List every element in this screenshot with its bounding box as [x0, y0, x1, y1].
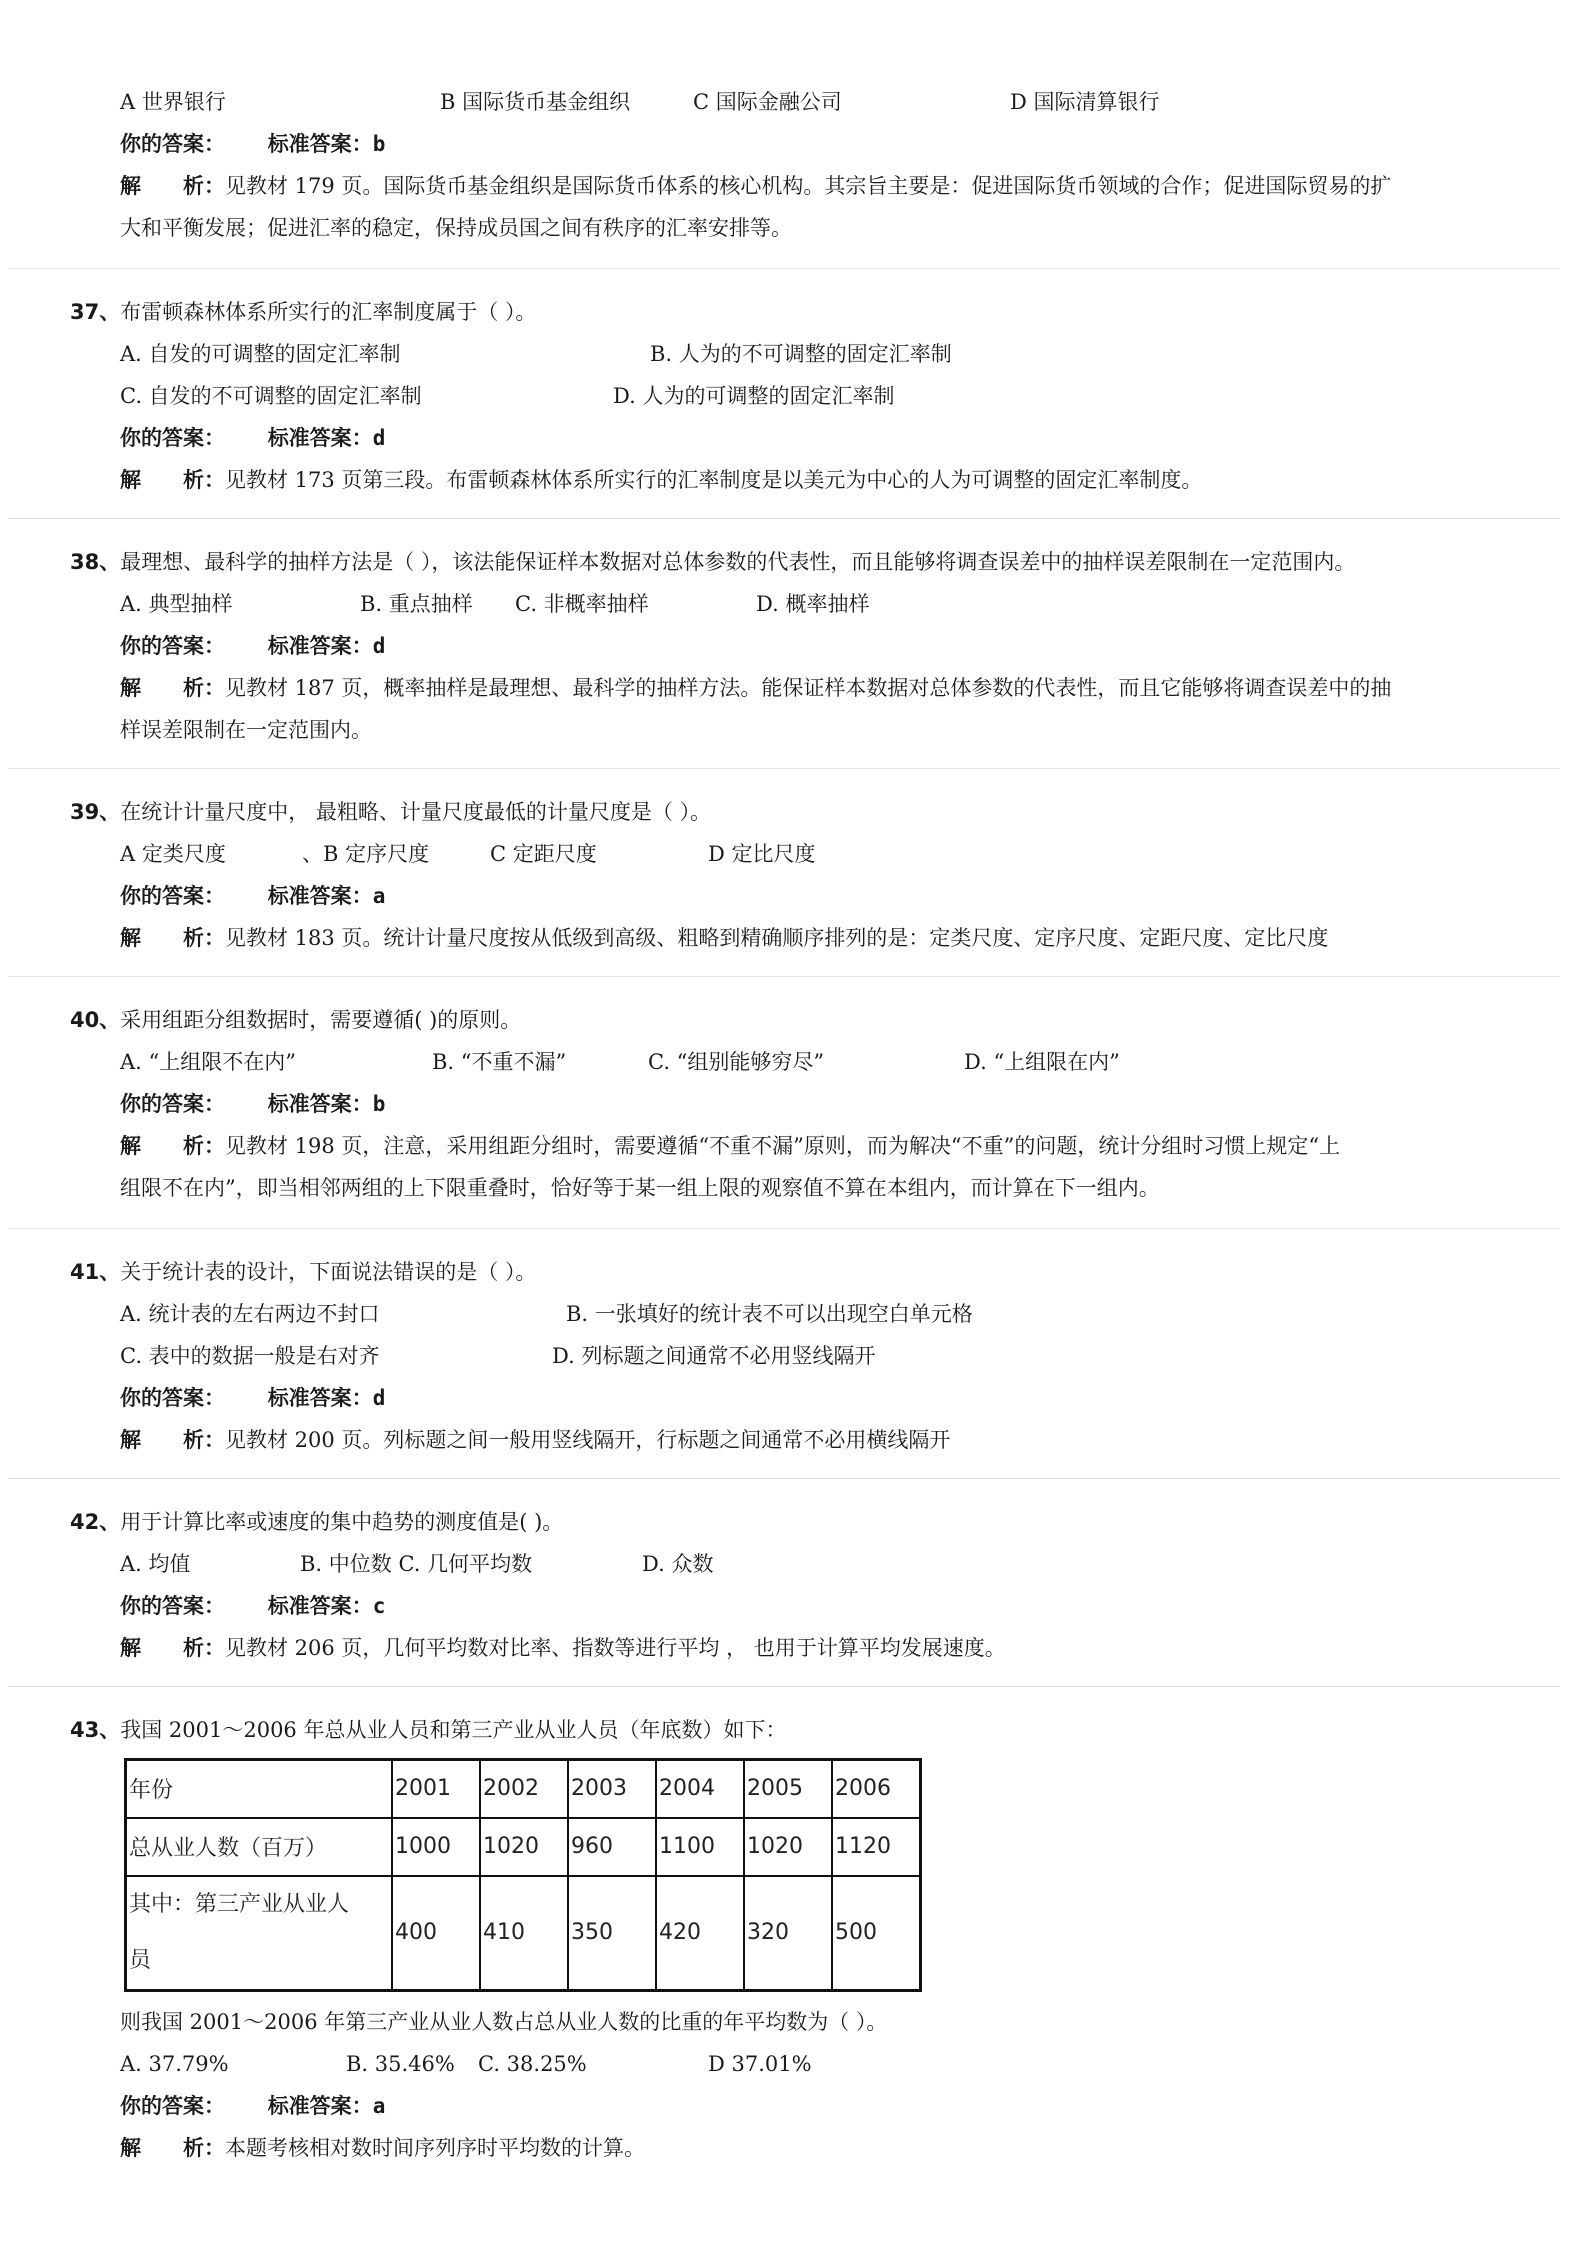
- analysis-label: 解: [120, 926, 141, 950]
- divider: [8, 268, 1560, 269]
- analysis-text: 见教材 187 页，概率抽样是最理想、最科学的抽样方法。能保证样本数据对总体参数的代表性，而且它能够将调查误差中的抽: [225, 676, 1392, 700]
- analysis-label: 解: [120, 468, 141, 492]
- standard-answer-label: 标准答案：: [267, 1594, 373, 1618]
- q37-stem: [70, 298, 536, 326]
- table-cell: 410: [480, 1876, 568, 1991]
- q40-analysis: [120, 1132, 1340, 1160]
- table-row: [126, 1876, 921, 1991]
- question-number: 39、: [70, 800, 121, 824]
- analysis-label: 解: [120, 1428, 141, 1452]
- question-number: 37、: [70, 300, 121, 324]
- q38-option-a: A. 典型抽样: [120, 592, 233, 616]
- q43-followup: 则我国 2001～2006 年第三产业从业人数占总从业人数的比重的年平均数为（ ）。: [120, 2010, 888, 2034]
- your-answer-label: 你的答案：: [120, 426, 225, 450]
- q39-option-b: 、B 定序尺度: [302, 842, 430, 866]
- divider: [8, 976, 1560, 977]
- table-cell: 2002: [480, 1760, 568, 1818]
- analysis-text: 见教材 183 页。统计计量尺度按从低级到高级、粗略到精确顺序排列的是：定类尺度、定序尺度、定距尺度、定比尺度: [225, 926, 1329, 950]
- q43-answer-row: [120, 2092, 385, 2120]
- q36-answer-row: [120, 130, 385, 158]
- q38-analysis-cont: 样误差限制在一定范围内。: [120, 718, 372, 742]
- standard-answer-value: a: [372, 884, 386, 908]
- analysis-label-colon: 析：: [183, 1134, 225, 1158]
- q42-option-b: B. 中位数 C. 几何平均数: [300, 1552, 533, 1576]
- q38-answer-row: [120, 632, 385, 660]
- q43-analysis: [120, 2134, 645, 2162]
- table-cell: 1020: [744, 1818, 832, 1876]
- analysis-label-colon: 析：: [183, 468, 225, 492]
- your-answer-label: 你的答案：: [120, 132, 225, 156]
- employment-table: [124, 1758, 922, 1992]
- analysis-text: 本题考核相对数时间序列序时平均数的计算。: [225, 2136, 645, 2160]
- q37-analysis: [120, 466, 1202, 494]
- standard-answer-value: a: [372, 2094, 386, 2118]
- q38-option-b: B. 重点抽样: [360, 592, 473, 616]
- standard-answer-value: c: [372, 1594, 386, 1618]
- your-answer-label: 你的答案：: [120, 2094, 225, 2118]
- analysis-label-colon: 析：: [183, 926, 225, 950]
- q39-answer-row: [120, 882, 385, 910]
- divider: [8, 1686, 1560, 1687]
- q42-option-a: A. 均值: [120, 1552, 191, 1576]
- q36-option-c: C 国际金融公司: [693, 90, 842, 114]
- table-cell: 960: [568, 1818, 656, 1876]
- your-answer-label: 你的答案：: [120, 1386, 225, 1410]
- q39-option-d: D 定比尺度: [708, 842, 816, 866]
- analysis-label: 解: [120, 174, 141, 198]
- q43-option-a: A. 37.79%: [120, 2052, 229, 2076]
- divider: [8, 1478, 1560, 1479]
- q42-answer-row: [120, 1592, 385, 1620]
- table-cell: 400: [392, 1876, 480, 1991]
- q40-answer-row: [120, 1090, 385, 1118]
- table-header-row: [126, 1760, 921, 1818]
- standard-answer-value: d: [372, 426, 386, 450]
- divider: [8, 518, 1560, 519]
- table-cell: 500: [832, 1876, 921, 1991]
- q42-option-d: D. 众数: [642, 1552, 714, 1576]
- question-number: 40、: [70, 1008, 121, 1032]
- table-cell: 320: [744, 1876, 832, 1991]
- q37-option-d: D. 人为的可调整的固定汇率制: [613, 384, 895, 408]
- q41-option-d: D. 列标题之间通常不必用竖线隔开: [552, 1344, 876, 1368]
- q36-option-a: A 世界银行: [120, 90, 226, 114]
- question-text: 关于统计表的设计，下面说法错误的是（ ）。: [120, 1260, 537, 1284]
- q40-option-c: C. “组别能够穷尽”: [648, 1050, 825, 1074]
- standard-answer-label: 标准答案：: [267, 132, 373, 156]
- analysis-text: 见教材 179 页。国际货币基金组织是国际货币体系的核心机构。其宗旨主要是：促进国际货币领域的合作；促进国际贸易的扩: [225, 174, 1392, 198]
- q42-analysis: [120, 1634, 1006, 1662]
- analysis-label: 解: [120, 1636, 141, 1660]
- analysis-label: 解: [120, 676, 141, 700]
- q41-option-a: A. 统计表的左右两边不封口: [120, 1302, 380, 1326]
- analysis-label: 解: [120, 1134, 141, 1158]
- analysis-text: 见教材 173 页第三段。布雷顿森林体系所实行的汇率制度是以美元为中心的人为可调整的固定汇率制度。: [225, 468, 1203, 492]
- q41-stem: [70, 1258, 536, 1286]
- q38-stem: [70, 548, 1355, 576]
- question-number: 38、: [70, 550, 121, 574]
- standard-answer-value: b: [372, 1092, 386, 1116]
- your-answer-label: 你的答案：: [120, 634, 225, 658]
- standard-answer-label: 标准答案：: [267, 634, 373, 658]
- table-cell: 1100: [656, 1818, 744, 1876]
- question-text: 用于计算比率或速度的集中趋势的测度值是( )。: [120, 1510, 564, 1534]
- q39-analysis: [120, 924, 1328, 952]
- table-cell: 420: [656, 1876, 744, 1991]
- q42-stem: [70, 1508, 563, 1536]
- your-answer-label: 你的答案：: [120, 884, 225, 908]
- question-text: 采用组距分组数据时，需要遵循( )的原则。: [120, 1008, 522, 1032]
- table-cell: 350: [568, 1876, 656, 1991]
- table-cell: 1020: [480, 1818, 568, 1876]
- standard-answer-label: 标准答案：: [267, 2094, 373, 2118]
- question-text: 布雷顿森林体系所实行的汇率制度属于（ ）。: [120, 300, 537, 324]
- question-number: 42、: [70, 1510, 121, 1534]
- q37-option-c: C. 自发的不可调整的固定汇率制: [120, 384, 422, 408]
- q40-stem: [70, 1006, 521, 1034]
- table-row: [126, 1818, 921, 1876]
- analysis-label-colon: 析：: [183, 2136, 225, 2160]
- question-number: 43、: [70, 1718, 121, 1742]
- analysis-label: 解: [120, 2136, 141, 2160]
- table-cell: 2001: [392, 1760, 480, 1818]
- question-text: 我国 2001～2006 年总从业人员和第三产业从业人员（年底数）如下：: [120, 1718, 787, 1742]
- q40-option-d: D. “上组限在内”: [964, 1050, 1120, 1074]
- q37-option-a: A. 自发的可调整的固定汇率制: [120, 342, 401, 366]
- q37-option-b: B. 人为的不可调整的固定汇率制: [650, 342, 952, 366]
- standard-answer-label: 标准答案：: [267, 426, 373, 450]
- standard-answer-label: 标准答案：: [267, 1386, 373, 1410]
- q36-analysis-cont: 大和平衡发展；促进汇率的稳定，保持成员国之间有秩序的汇率安排等。: [120, 216, 792, 240]
- question-number: 41、: [70, 1260, 121, 1284]
- table-cell: [126, 1876, 393, 1991]
- table-cell: 2006: [832, 1760, 921, 1818]
- standard-answer-label: 标准答案：: [267, 884, 373, 908]
- q39-stem: [70, 798, 711, 826]
- analysis-label-colon: 析：: [183, 1428, 225, 1452]
- q38-analysis: [120, 674, 1391, 702]
- table-cell: 2005: [744, 1760, 832, 1818]
- q41-option-b: B. 一张填好的统计表不可以出现空白单元格: [566, 1302, 973, 1326]
- table-cell: 总从业人数（百万）: [126, 1818, 393, 1876]
- q39-option-c: C 定距尺度: [490, 842, 597, 866]
- q37-answer-row: [120, 424, 385, 452]
- analysis-label-colon: 析：: [183, 1636, 225, 1660]
- standard-answer-value: d: [372, 634, 386, 658]
- q40-option-b: B. “不重不漏”: [432, 1050, 567, 1074]
- q38-option-d: D. 概率抽样: [756, 592, 870, 616]
- q43-option-b: B. 35.46%: [346, 2052, 455, 2076]
- analysis-label-colon: 析：: [183, 174, 225, 198]
- table-cell: 2003: [568, 1760, 656, 1818]
- analysis-label-colon: 析：: [183, 676, 225, 700]
- question-text: 在统计计量尺度中， 最粗略、计量尺度最低的计量尺度是（ ）。: [120, 800, 712, 824]
- divider: [8, 768, 1560, 769]
- table-cell: 1120: [832, 1818, 921, 1876]
- table-cell: 年份: [126, 1760, 393, 1818]
- q36-analysis: [120, 172, 1391, 200]
- your-answer-label: 你的答案：: [120, 1092, 225, 1116]
- q40-option-a: A. “上组限不在内”: [120, 1050, 296, 1074]
- q36-option-d: D 国际清算银行: [1010, 90, 1160, 114]
- q41-answer-row: [120, 1384, 385, 1412]
- q43-option-d: D 37.01%: [708, 2052, 812, 2076]
- q41-option-c: C. 表中的数据一般是右对齐: [120, 1344, 380, 1368]
- q36-option-b: B 国际货币基金组织: [440, 90, 631, 114]
- standard-answer-label: 标准答案：: [267, 1092, 373, 1116]
- q38-option-c: C. 非概率抽样: [515, 592, 649, 616]
- row-label-line1: 其中：第三产业从业人: [129, 1891, 350, 1917]
- q41-analysis: [120, 1426, 950, 1454]
- q40-analysis-cont: 组限不在内”，即当相邻两组的上下限重叠时，恰好等于某一组上限的观察值不算在本组内，而计算在下一组内。: [120, 1176, 1160, 1200]
- table-cell: 2004: [656, 1760, 744, 1818]
- q39-option-a: A 定类尺度: [120, 842, 226, 866]
- analysis-text: 见教材 200 页。列标题之间一般用竖线隔开，行标题之间通常不必用横线隔开: [225, 1428, 951, 1452]
- row-label-line2: 员: [129, 1947, 152, 1973]
- standard-answer-value: b: [372, 132, 386, 156]
- table-cell: 1000: [392, 1818, 480, 1876]
- analysis-text: 见教材 206 页，几何平均数对比率、指数等进行平均 ， 也用于计算平均发展速度。: [225, 1636, 1006, 1660]
- standard-answer-value: d: [372, 1386, 386, 1410]
- q43-stem: [70, 1716, 786, 1744]
- question-text: 最理想、最科学的抽样方法是（ ），该法能保证样本数据对总体参数的代表性，而且能够将调查误差中的抽样误差限制在一定范围内。: [120, 550, 1356, 574]
- q43-option-c: C. 38.25%: [478, 2052, 587, 2076]
- analysis-text: 见教材 198 页，注意，采用组距分组时，需要遵循“不重不漏”原则，而为解决“不重”的问题，统计分组时习惯上规定“上: [225, 1134, 1341, 1158]
- divider: [8, 1228, 1560, 1229]
- your-answer-label: 你的答案：: [120, 1594, 225, 1618]
